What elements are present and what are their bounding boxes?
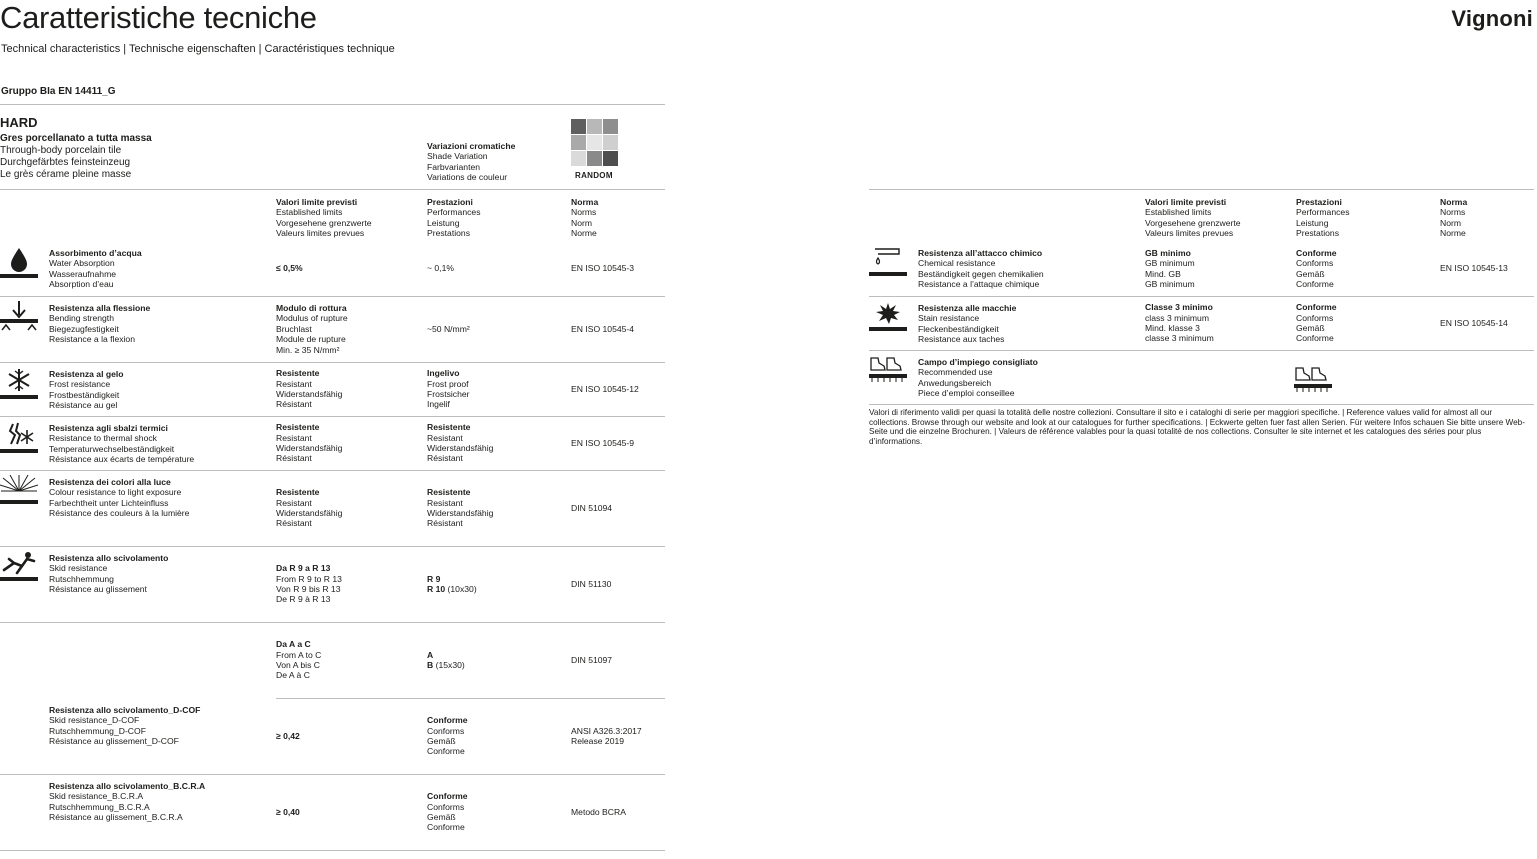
product-description <box>0 133 152 181</box>
performance-value <box>427 487 493 529</box>
header-line: Vorgesehene grenzwerte <box>276 217 372 228</box>
property-label-line: Resistance to thermal shock <box>49 433 157 444</box>
norm-value-line: Metodo BCRA <box>571 806 626 817</box>
limit-value-line: GB minimum <box>1145 258 1195 269</box>
performance-value-line: Conforme <box>427 746 465 757</box>
property-label <box>49 248 142 290</box>
product-desc-line: Durchgefärbtes feinsteinzeug <box>0 157 131 168</box>
shade-label-line: Farbvarianten <box>427 161 481 172</box>
property-label-line: Fleckenbeständigkeit <box>918 323 999 334</box>
property-label-line: Résistance des couleurs à la lumière <box>49 508 190 519</box>
limit-value-line: Resistente <box>276 422 320 433</box>
property-label <box>49 705 200 747</box>
column-header-limits <box>1145 197 1241 239</box>
row-divider <box>0 470 665 471</box>
limit-value-line: Modulo di rottura <box>276 303 347 313</box>
light-exposure-icon <box>0 474 38 508</box>
property-label <box>918 248 1044 290</box>
performance-value <box>427 422 493 464</box>
property-label <box>49 423 194 465</box>
norm-value-line: EN ISO 10545-12 <box>571 383 639 394</box>
shade-swatch <box>571 151 586 166</box>
property-label-line: Recommended use <box>918 367 993 378</box>
header-line: Prestations <box>427 228 470 239</box>
performance-value-line: Conforme <box>427 791 468 802</box>
header-line: Established limits <box>1145 207 1212 218</box>
property-label-line: Skid resistance <box>49 563 108 574</box>
shade-swatch <box>603 119 618 134</box>
limit-value-line: Bruchlast <box>276 323 312 334</box>
property-label-line: Resistenza dei colori alla luce <box>49 477 171 487</box>
performance-value-line: Conforme <box>1296 302 1337 313</box>
bending-strength-icon <box>0 300 38 334</box>
norm-value-line: DIN 51130 <box>571 578 612 589</box>
divider <box>0 189 665 190</box>
limit-value-line: Résistant <box>276 453 312 464</box>
performance-value-format: (15x30) <box>433 660 465 670</box>
limit-value-line: GB minimum <box>1145 278 1195 289</box>
limit-value-line: Modulus of rupture <box>276 313 348 324</box>
performance-value-line: Résistant <box>427 518 463 529</box>
property-label-line: Colour resistance to light exposure <box>49 487 182 498</box>
performance-value-line: Ingelif <box>427 399 450 410</box>
property-label <box>49 553 168 595</box>
shade-swatch <box>571 119 586 134</box>
header-line: Norms <box>1440 207 1466 218</box>
header-line: Norms <box>571 207 597 218</box>
limit-value <box>276 731 300 741</box>
column-header-performance <box>427 197 481 239</box>
property-label-line: Water Absorption <box>49 258 115 269</box>
recommended-use-icon <box>1294 364 1332 398</box>
performance-value-line: A <box>427 649 434 660</box>
performance-value-line: Conforme <box>1296 278 1334 289</box>
norm-value <box>571 726 642 747</box>
property-label-line: Resistenza alle macchie <box>918 303 1017 313</box>
limit-value-line: Module de rupture <box>276 334 346 345</box>
shade-label-line: Variazioni cromatiche <box>427 141 516 151</box>
limit-value-line: De R 9 à R 13 <box>276 594 331 605</box>
limit-value-line: Mind. klasse 3 <box>1145 323 1200 333</box>
performance-value-line: Frost proof <box>427 378 469 389</box>
column-header-norm <box>1440 197 1467 239</box>
norm-value-line: DIN 51097 <box>571 654 613 665</box>
norm-value <box>571 263 634 273</box>
limit-value <box>276 563 342 605</box>
limit-value-line: Mind. GB <box>1145 268 1181 279</box>
property-label-line: Resistenza all’attacco chimico <box>918 248 1043 258</box>
property-label-line: Resistenza al gelo <box>49 369 124 379</box>
product-name: HARD <box>0 115 38 130</box>
property-label-line: Frostbeständigkeit <box>49 389 120 400</box>
limit-value-line: Resistant <box>276 432 312 443</box>
norm-value <box>571 324 634 334</box>
limit-value <box>1145 248 1195 290</box>
performance-value-line: Conforme <box>427 822 465 833</box>
thermal-shock-icon <box>0 420 38 454</box>
row-divider <box>869 404 1534 405</box>
page-subtitle: Technical characteristics | Technische eigenschaften | Caractéristiques technique <box>1 43 395 55</box>
stain-resistance-icon <box>869 300 907 334</box>
property-label-line: Wasseraufnahme <box>49 268 117 279</box>
norm-value <box>571 384 639 394</box>
performance-value <box>427 324 470 334</box>
performance-value-line: Conforms <box>1296 312 1334 323</box>
header-line: Vorgesehene grenzwerte <box>1145 217 1241 228</box>
limit-value-line: From A to C <box>276 649 322 660</box>
header-line: Leistung <box>1296 217 1329 228</box>
norm-value-line: EN ISO 10545-9 <box>571 437 635 448</box>
performance-value-main: R 10 <box>427 584 446 594</box>
performance-value-line: Conforms <box>427 801 465 812</box>
property-label-line: Résistance aux écarts de température <box>49 454 195 465</box>
water-drop-icon <box>0 245 38 279</box>
limit-value-line: Widerstandsfähig <box>276 508 343 518</box>
property-label-line: Resistance a la flexion <box>49 334 135 345</box>
property-label-line: Resistenza agli sbalzi termici <box>49 423 168 433</box>
property-label-line: Résistance au glissement_B.C.R.A <box>49 812 183 823</box>
limit-value-line: ≥ 0,40 <box>276 806 300 817</box>
shade-variation-label <box>427 141 515 183</box>
performance-value-line: Gemäß <box>1296 323 1325 333</box>
header-line: Norm <box>1440 217 1462 228</box>
property-label-line: Chemical resistance <box>918 258 996 269</box>
header-line: Valori limite previsti <box>276 197 358 207</box>
shade-swatch <box>587 135 602 150</box>
performance-value <box>427 574 477 595</box>
header-line: Valeurs limites prevues <box>276 228 365 239</box>
performance-value-line: Widerstandsfähig <box>427 508 494 518</box>
property-label-line: Resistenza allo scivolamento <box>49 553 169 563</box>
limit-value <box>276 263 303 273</box>
limit-value <box>276 639 321 681</box>
row-divider <box>0 416 665 417</box>
property-label-line: Résistance au glissement <box>49 584 147 595</box>
limit-value <box>276 303 348 355</box>
header-line: Performances <box>427 207 481 218</box>
limit-value-line: Da A a C <box>276 639 311 650</box>
limit-value <box>276 422 342 464</box>
header-line: Norme <box>1440 228 1466 239</box>
norm-value <box>1440 263 1508 273</box>
limit-value-line: GB minimo <box>1145 247 1191 258</box>
limit-value-line: Da R 9 a R 13 <box>276 563 331 574</box>
performance-value-line <box>427 660 465 670</box>
norm-value-line: EN ISO 10545-14 <box>1440 317 1508 328</box>
performance-value-line: Conforme <box>1296 333 1334 344</box>
performance-value-line: Ingelivo <box>427 368 460 379</box>
performance-value-line <box>427 584 477 594</box>
divider <box>869 189 1534 190</box>
limit-value-line: Resistente <box>276 487 320 498</box>
performance-value-line: ~50 N/mm² <box>427 323 470 334</box>
footnote: Valori di riferimento validi per quasi la totalità delle nostre collezioni. Consultare il sito e i cataloghi di serie per maggiori specifiche. | Reference values valid for almost all our collections. Browse through our website and look at our catalogues for further specifications. | Eckwerte gelten fuer fast allen Serien. Für weitere Infos schauen Sie bitte unsere Web-Seite und die einzelne Brochuren. | Valeurs de référence valables pour la quasi totalité de nos collections. Consulter le site internet et les catalogues des séries pour plus d’informations. <box>869 408 1525 446</box>
property-label-line: Skid resistance_B.C.R.A <box>49 791 144 802</box>
column-header-norm <box>571 197 598 239</box>
limit-value-line: Widerstandsfähig <box>276 443 343 453</box>
property-label <box>49 303 150 345</box>
performance-value <box>1296 302 1337 344</box>
norm-value-line: EN ISO 10545-4 <box>571 323 635 334</box>
shade-swatch <box>603 135 618 150</box>
header-line: Norm <box>571 217 593 228</box>
performance-value-line: Gemäß <box>427 812 456 822</box>
performance-value <box>1296 248 1337 290</box>
performance-value <box>427 368 470 410</box>
row-divider <box>0 850 665 851</box>
column-header-limits <box>276 197 372 239</box>
header-line: Valori limite previsti <box>1145 197 1227 207</box>
shade-swatch <box>587 151 602 166</box>
limit-value <box>1145 302 1214 344</box>
page-title: Caratteristiche tecniche <box>0 0 317 35</box>
norm-value-line: ANSI A326.3:2017 <box>571 725 642 736</box>
performance-value-line: Frostsicher <box>427 389 470 399</box>
property-label-line: Temperaturwechselbeständigkeit <box>49 443 175 454</box>
shade-swatch <box>603 151 618 166</box>
limit-value-line: Résistant <box>276 399 312 410</box>
slip-resistance-icon <box>0 550 38 584</box>
column-header-performance <box>1296 197 1350 239</box>
performance-value-line: Gemäß <box>427 736 456 746</box>
property-label <box>918 357 1038 399</box>
product-group: Gruppo BIa EN 14411_G <box>1 86 116 97</box>
row-divider <box>0 546 665 547</box>
row-divider <box>0 774 665 775</box>
header-line: Performances <box>1296 207 1350 218</box>
property-label-line: Beständigkeit gegen chemikalien <box>918 268 1044 279</box>
header-line: Prestazioni <box>1296 197 1342 207</box>
property-label-line: Resistenza allo scivolamento_D-COF <box>49 705 201 715</box>
norm-value <box>1440 318 1508 328</box>
limit-value-line: ≤ 0,5% <box>276 263 303 274</box>
limit-value-line: Min. ≥ 35 N/mm² <box>276 344 340 355</box>
property-label-line: Assorbimento d’acqua <box>49 248 142 258</box>
limit-value-line: Resistant <box>276 378 312 389</box>
property-label-line: Bending strength <box>49 313 114 324</box>
property-label-line: Resistance aux taches <box>918 334 1005 345</box>
property-label <box>49 781 205 823</box>
property-label-line: Anwedungsbereich <box>918 377 992 388</box>
row-divider <box>0 296 665 297</box>
limit-value-line: Widerstandsfähig <box>276 389 343 399</box>
divider <box>0 104 665 105</box>
property-label-line: Campo d’impiego consigliato <box>918 357 1038 367</box>
shade-swatch <box>587 119 602 134</box>
norm-value <box>571 503 612 513</box>
property-label-line: Piece d’emploi conseillee <box>918 388 1015 399</box>
performance-value-line: Resistente <box>427 422 471 433</box>
shade-variation-value: RANDOM <box>575 171 613 180</box>
performance-value-line: Conforme <box>1296 247 1337 258</box>
performance-value-line: Conforme <box>427 715 468 726</box>
property-label-line: Rutschhemmung_D-COF <box>49 725 146 736</box>
recommended-use-icon <box>869 354 907 388</box>
performance-value <box>427 263 454 273</box>
property-label <box>49 477 189 519</box>
limit-value <box>276 368 342 410</box>
performance-value-line: R 9 <box>427 573 441 584</box>
property-label-line: Absorption d’eau <box>49 279 114 290</box>
property-label-line: Resistance a l’attaque chimique <box>918 279 1040 290</box>
performance-value-line: Conforms <box>1296 258 1334 269</box>
chemical-resistance-icon <box>869 245 907 279</box>
limit-value <box>276 807 300 817</box>
header-line: Leistung <box>427 217 460 228</box>
performance-value <box>427 650 465 671</box>
property-label-line: Skid resistance_D-COF <box>49 715 140 726</box>
norm-value-line: DIN 51094 <box>571 502 613 513</box>
limit-value-line: Resistant <box>276 497 312 508</box>
property-label-line: Farbechtheit unter Lichteinfluss <box>49 497 169 508</box>
performance-value <box>427 715 468 757</box>
property-label-line: Résistance au glissement_D-COF <box>49 736 179 747</box>
performance-value-line: Resistente <box>427 487 471 498</box>
property-label-line: Resistenza alla flessione <box>49 303 151 313</box>
header-line: Established limits <box>276 207 343 218</box>
performance-value-line: Gemäß <box>1296 268 1325 279</box>
header-line: Prestazioni <box>427 197 473 207</box>
property-label-line: Stain resistance <box>918 313 980 324</box>
norm-value <box>571 807 626 817</box>
product-desc-line: Le grès cérame pleine masse <box>0 169 132 180</box>
property-label-line: Résistance au gel <box>49 400 118 411</box>
limit-value-line: ≥ 0,42 <box>276 730 300 741</box>
performance-value-line: Resistant <box>427 497 463 508</box>
product-desc-line: Gres porcellanato a tutta massa <box>0 133 152 144</box>
performance-value-line: Résistant <box>427 453 463 464</box>
header-line: Norma <box>571 197 599 207</box>
property-label-line: Frost resistance <box>49 379 111 390</box>
norm-value-line: EN ISO 10545-3 <box>571 263 635 274</box>
performance-value-line: ~ 0,1% <box>427 263 454 274</box>
performance-value-line: Widerstandsfähig <box>427 443 494 453</box>
header-line: Norma <box>1440 197 1468 207</box>
row-divider <box>869 350 1534 351</box>
property-label <box>49 369 124 411</box>
norm-value-line: Release 2019 <box>571 736 625 746</box>
performance-value-format: (10x30) <box>445 584 477 594</box>
property-label-line: Biegezugfestigkeit <box>49 323 119 334</box>
norm-value <box>571 655 612 665</box>
performance-value-line: Conforms <box>427 725 465 736</box>
property-label-line: Resistenza allo scivolamento_B.C.R.A <box>49 781 206 791</box>
product-desc-line: Through-body porcelain tile <box>0 145 122 156</box>
shade-label-line: Variations de couleur <box>427 172 508 183</box>
row-divider <box>0 362 665 363</box>
limit-value-line: Von A bis C <box>276 660 320 670</box>
property-label-line: Rutschhemmung_B.C.R.A <box>49 801 150 812</box>
row-divider <box>869 296 1534 297</box>
limit-value-line: Von R 9 bis R 13 <box>276 584 341 594</box>
limit-value-line: class 3 minimum <box>1145 312 1209 323</box>
performance-value-main: B <box>427 660 434 670</box>
limit-value-line: Resistente <box>276 368 320 379</box>
property-label-line: Rutschhemmung <box>49 573 114 584</box>
brand-logo: Vignoni <box>1451 6 1533 31</box>
row-divider <box>276 698 665 699</box>
snowflake-icon <box>0 366 38 400</box>
norm-value-line: EN ISO 10545-13 <box>1440 263 1508 274</box>
shade-label-line: Shade Variation <box>427 151 488 162</box>
limit-value <box>276 487 342 529</box>
performance-value-line: Resistant <box>427 432 463 443</box>
norm-value <box>571 438 634 448</box>
header-line: Norme <box>571 228 597 239</box>
row-divider <box>0 622 665 623</box>
shade-variation-swatches <box>571 119 618 166</box>
header-line: Valeurs limites prevues <box>1145 228 1234 239</box>
performance-value <box>427 791 468 833</box>
property-label <box>918 303 1016 345</box>
limit-value-line: De A à C <box>276 670 310 681</box>
limit-value-line: Résistant <box>276 518 312 529</box>
shade-swatch <box>571 135 586 150</box>
header-line: Prestations <box>1296 228 1339 239</box>
limit-value-line: From R 9 to R 13 <box>276 573 342 584</box>
limit-value-line: classe 3 minimum <box>1145 333 1214 344</box>
norm-value <box>571 579 611 589</box>
limit-value-line: Classe 3 minimo <box>1145 302 1213 313</box>
